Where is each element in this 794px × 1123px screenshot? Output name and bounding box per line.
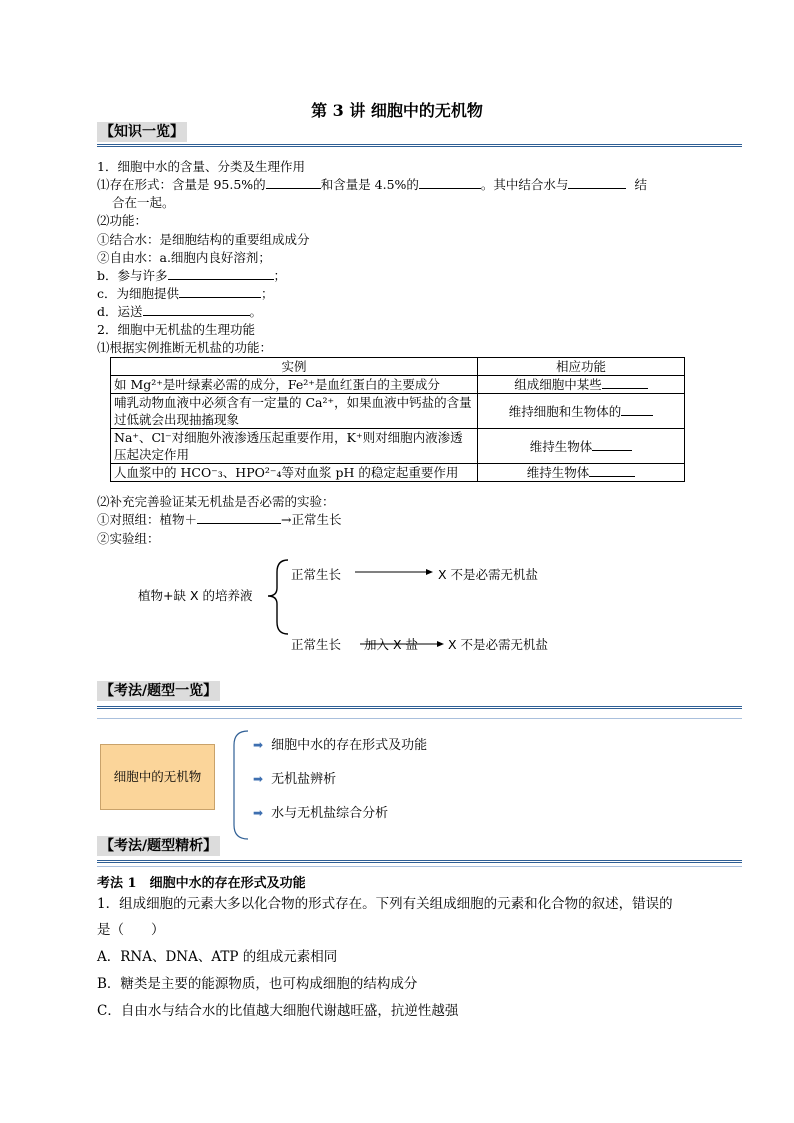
section-heading-analysis: 【考法/题型精析】 (97, 836, 220, 856)
arrow-right-icon: ➡ (253, 772, 264, 786)
knowledge-line: 合在一起。 (112, 195, 175, 210)
diagram-top-result: X 不是必需无机盐 (438, 567, 539, 582)
text-fragment: d．运送 (97, 304, 143, 319)
concept-branch-label: 无机盐辨析 (271, 772, 337, 787)
section-heading-methods: 【考法/题型一览】 (97, 681, 220, 701)
concept-branch (253, 734, 427, 753)
knowledge-line: ①结合水：是细胞结构的重要组成成分 (97, 232, 310, 247)
text-fragment: →正常生长 (281, 512, 342, 527)
text-fragment: b．参与许多 (97, 268, 168, 283)
section-divider (97, 866, 742, 867)
text-fragment: 维持细胞和生物体的 (508, 403, 622, 419)
text-fragment: ①对照组：植物＋ (97, 512, 198, 527)
table-cell-example: 人血浆中的 HCO⁻₃、HPO²⁻₄等对血浆 pH 的稳定起重要作用 (111, 464, 478, 482)
diagram-top-start: 正常生长 (291, 567, 342, 582)
knowledge-line: ⑵功能： (97, 213, 148, 228)
section-heading-knowledge: 【知识一览】 (97, 122, 187, 142)
knowledge-line: 2．细胞中无机盐的生理功能 (97, 322, 255, 337)
diagram-bottom-start: 正常生长 (291, 637, 342, 652)
table-cell-example: 如 Mg²⁺是叶绿素必需的成分，Fe²⁺是血红蛋白的主要成分 (111, 376, 478, 394)
concept-branch (253, 768, 336, 787)
concept-branch-label: 细胞中水的存在形式及功能 (271, 738, 428, 753)
text-fragment: 和含量是 4.5%的 (320, 177, 419, 192)
knowledge-line: ②实验组： (97, 531, 160, 546)
text-fragment: 。其中结合水与 (480, 177, 569, 192)
knowledge-line: ⑴根据实例推断无机盐的功能： (97, 340, 273, 355)
text-fragment: 。 (249, 304, 263, 319)
answer-option-a[interactable]: A．RNA、DNA、ATP 的组成元素相同 (97, 949, 338, 965)
diagram-start-label: 植物+缺 X 的培养液 (138, 588, 253, 603)
concept-center-label: 细胞中的无机物 (113, 769, 202, 784)
question-stem: 是（ ） (97, 922, 165, 938)
diagram-bottom-result: X 不是必需无机盐 (448, 637, 549, 652)
text-fragment: c．为细胞提供 (97, 286, 180, 301)
answer-option-c[interactable]: C．自由水与结合水的比值越大细胞代谢越旺盛，抗逆性越强 (97, 1003, 459, 1019)
knowledge-line: 1．细胞中水的含量、分类及生理作用 (97, 159, 305, 174)
diagram-bottom-action: 加入 X 盐 (364, 637, 419, 652)
text-fragment: ； (273, 268, 287, 283)
section-divider (97, 860, 742, 863)
arrow-right-icon: ➡ (253, 806, 264, 820)
arrow-right-icon: ➡ (253, 738, 264, 752)
knowledge-line: ⑵补充完善验证某无机盐是否必需的实验： (97, 494, 335, 509)
text-fragment: ⑴存在形式：含量是 95.5%的 (97, 177, 266, 192)
knowledge-line: ②自由水：a.细胞内良好溶剂； (97, 250, 271, 265)
concept-branch-label: 水与无机盐综合分析 (271, 806, 389, 821)
answer-option-b[interactable]: B．糖类是主要的能源物质，也可构成细胞的结构成分 (97, 976, 418, 992)
table-cell-example: 哺乳动物血液中必须含有一定量的 Ca²⁺，如果血液中钙盐的含量过低就会出现抽搐现象 (111, 394, 478, 429)
text-fragment: 组成细胞中某些 (514, 377, 602, 392)
page-title: 第 3 讲 细胞中的无机物 (311, 101, 483, 120)
table-cell-example: Na⁺、Cl⁻对细胞外液渗透压起重要作用，K⁺则对细胞内液渗透压起决定作用 (111, 429, 478, 464)
text-fragment: 维持生物体 (526, 465, 590, 480)
text-fragment: 结 (634, 177, 647, 192)
table-header: 相应功能 (478, 358, 685, 376)
table-header: 实例 (111, 358, 478, 376)
text-fragment: ； (261, 286, 274, 301)
text-fragment: 维持生物体 (529, 438, 593, 454)
concept-branch (253, 802, 388, 821)
method-heading: 考法 1 细胞中水的存在形式及功能 (97, 876, 306, 891)
question-stem: 1．组成细胞的元素大多以化合物的形式存在。下列有关组成细胞的元素和化合物的叙述，错误的 (97, 896, 673, 912)
